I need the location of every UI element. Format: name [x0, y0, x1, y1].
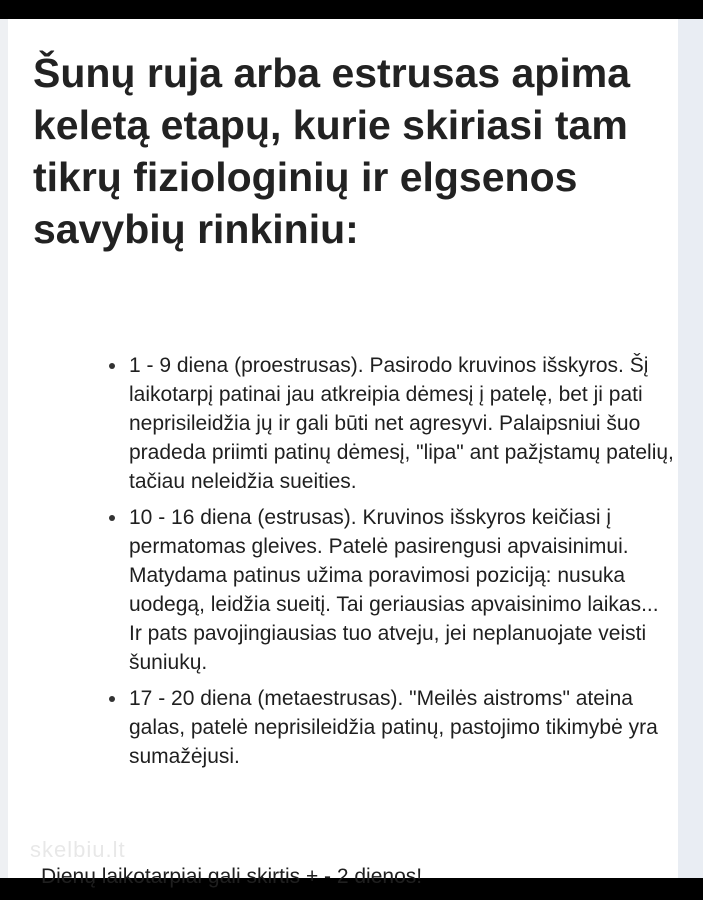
list-item [105, 351, 675, 496]
article-heading: Šunų ruja arba estrusas apima keletą etapų, kurie skiriasi tam tikrų fiziologinių ir elgsenos savybių rinkiniu: [33, 50, 631, 252]
footer-note: Dienų laikotarpiai gali skirtis + - 2 dienos! [41, 865, 423, 888]
article-card [0, 19, 678, 888]
list-item [105, 503, 675, 677]
list-item [105, 684, 675, 771]
bullet-icon [109, 696, 115, 702]
stage-text: 17 - 20 diena (metaestrusas). "Meilės aistroms" ateina galas, patelė neprisileidžia patinų, pastojimo tikimybė yra sumažėjusi. [129, 687, 658, 768]
bullet-icon [109, 363, 115, 369]
bullet-icon [109, 515, 115, 521]
watermark-logo: skelbiu.lt [30, 837, 126, 862]
stage-text: 1 - 9 diena (proestrusas). Pasirodo kruvinos išskyros. Šį laikotarpį patinai jau atkreipia dėmesį į patelę, bet ji pati neprisileidžia jų ir gali būti net agresyvi. Palaipsniui šuo pradeda priimti patinų dėmesį, "lipa" ant pažįstamų patelių, tačiau neleidžia sueities. [129, 354, 674, 493]
right-edge-strip [678, 19, 703, 878]
stage-list [105, 351, 675, 778]
stage-text: 10 - 16 diena (estrusas). Kruvinos išskyros keičiasi į permatomas gleives. Patelė pasirengusi apvaisinimui. Matydama patinus užima poravimosi poziciją: nusuka uodegą, leidžia sueitį. Tai geriausias apvaisinimo laikas... Ir pats pavojingiausias tuo atveju, jei neplanuojate veisti šuniukų. [129, 506, 659, 674]
